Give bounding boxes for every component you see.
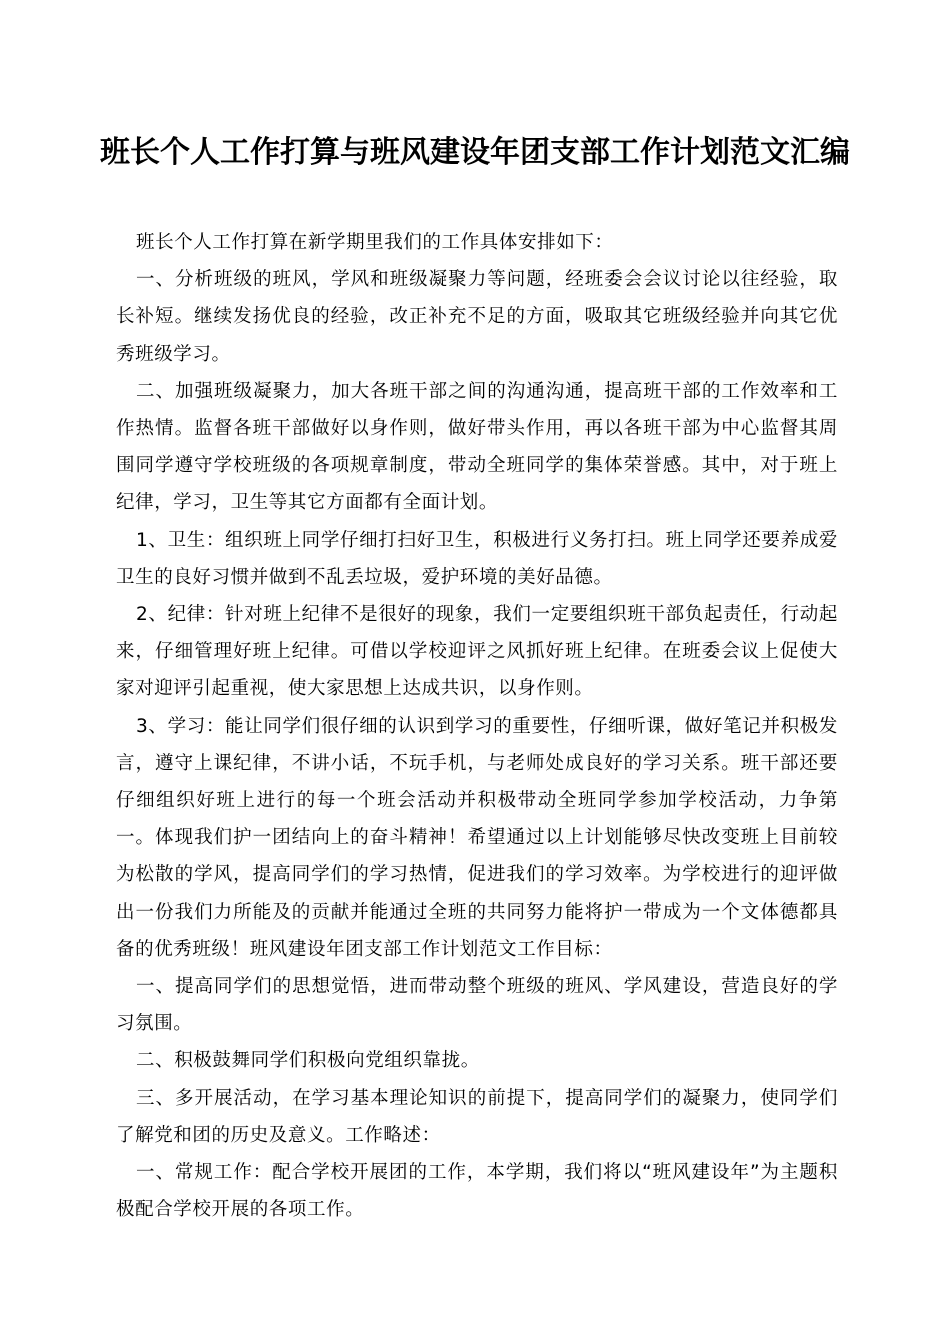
paragraph-intro: 班长个人工作打算在新学期里我们的工作具体安排如下： (136, 232, 614, 253)
paragraph-goal-2: 二、积极鼓舞同学们积极向党组织靠拢。 (136, 1050, 480, 1072)
document-body (116, 224, 838, 1228)
paragraph-goal-1: 一、提高同学们的思想觉悟，进而带动整个班级的班风、学风建设，营造良好的学习氛围。 (116, 976, 838, 1035)
paragraph-study: 3、学习：能让同学们很仔细的认识到学习的重要性，仔细听课，做好笔记并积极发言，遵守上课纪律，不讲小话，不玩手机，与老师处成良好的学习关系。班干部还要仔细组织好班上进行的每一个班会活动并积极带动全班同学参加学校活动，力争第一。体现我们护一团结向上的奋斗精神！希望通过以上计划能够尽快改变班上目前较为松散的学风，提高同学们的学习热情，促进我们的学习效率。为学校进行的迎评做出一份我们力所能及的贡献并能通过全班的共同努力能将护一带成为一个文体德都具备的优秀班级！班风建设年团支部工作计划范文工作目标： (116, 715, 838, 960)
paragraph-discipline: 2、纪律：针对班上纪律不是很好的现象，我们一定要组织班干部负起责任，行动起来，仔细管理好班上纪律。可借以学校迎评之风抓好班上纪律。在班委会议上促使大家对迎评引起重视，使大家思想上达成共识，以身作则。 (116, 604, 838, 700)
paragraph-section-1: 一、分析班级的班风，学风和班级凝聚力等问题，经班委会会议讨论以往经验，取长补短。继续发扬优良的经验，改正补充不足的方面，吸取其它班级经验并向其它优秀班级学习。 (116, 269, 838, 365)
paragraph-goal-3: 三、多开展活动，在学习基本理论知识的前提下，提高同学们的凝聚力，使同学们了解党和团的历史及意义。工作略述： (116, 1087, 838, 1146)
paragraph-section-2: 二、加强班级凝聚力，加大各班干部之间的沟通沟通，提高班干部的工作效率和工作热情。监督各班干部做好以身作则，做好带头作用，再以各班干部为中心监督其周围同学遵守学校班级的各项规章制度，带动全班同学的集体荣誉感。其中，对于班上纪律，学习，卫生等其它方面都有全面计划。 (116, 380, 838, 514)
paragraph-routine-work: 一、常规工作：配合学校开展团的工作，本学期，我们将以“班风建设年”为主题积极配合学校开展的各项工作。 (116, 1162, 838, 1221)
paragraph-hygiene: 1、卫生：组织班上同学仔细打扫好卫生，积极进行义务打扫。班上同学还要养成爱卫生的良好习惯并做到不乱丢垃圾，爱护环境的美好品德。 (116, 529, 838, 588)
document-title: 班长个人工作打算与班风建设年团支部工作计划范文汇编 (100, 135, 850, 170)
